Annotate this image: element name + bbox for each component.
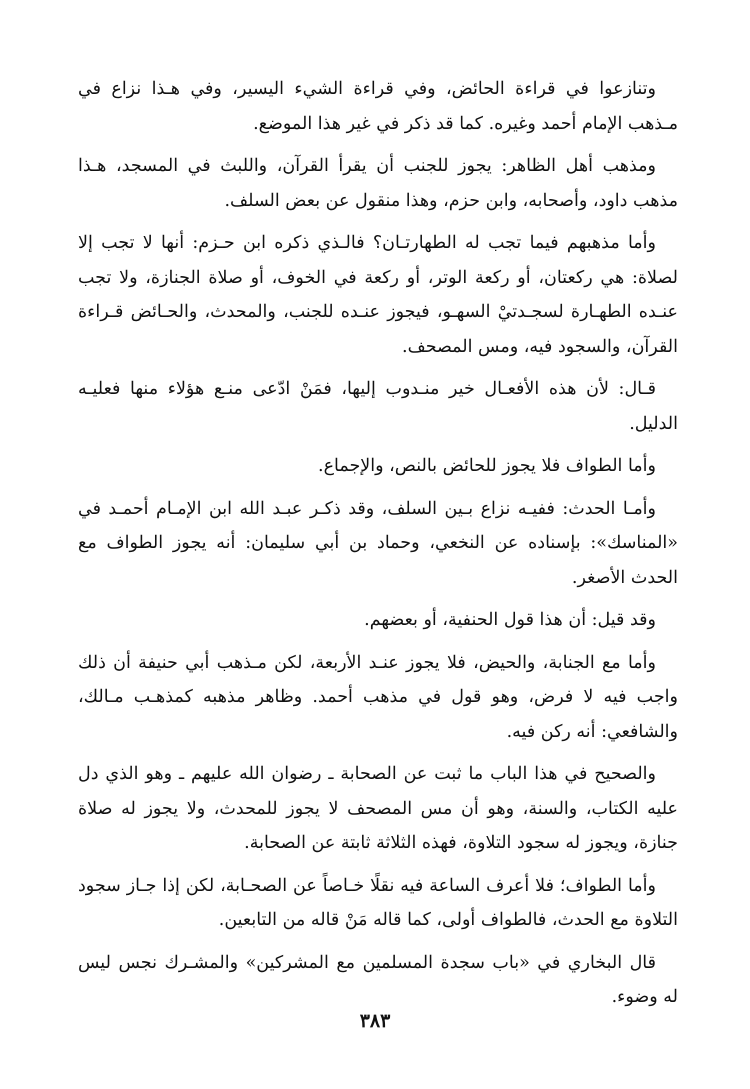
paragraph-1: وتنازعوا في قراءة الحائض، وفي قراءة الشيء اليسير، وفي هـذا نزاع في مـذهب الإمام أحمد وغيره. كما قد ذكر في غير هذا الموضع. (78, 79, 678, 134)
page-body (78, 72, 678, 1019)
paragraph-11: قال البخاري في «باب سجدة المسلمين مع المشركين» والمشـرك نجس ليس له وضوء. (78, 952, 678, 1007)
paragraph-5: وأما الطواف فلا يجوز للحائض بالنص، والإجماع. (318, 456, 656, 476)
paragraph-8: وأما مع الجنابة، والحيض، فلا يجوز عنـد الأربعة، لكن مـذهب أبي حنيفة أن ذلك واجب فيه لا فرض، وهو قول في مذهب أحمد. وظاهر مذهبه كمذهـب مـالك، والشافعي: أنه ركن فيه. (78, 652, 678, 742)
paragraph-6: وأمـا الحدث: ففيـه نزاع بـين السلف، وقد ذكـر عبـد الله ابن الإمـام أحمـد في «المناسك»: بإسناده عن النخعي، وحماد بن أبي سليمان: أنه يجوز الطواف مع الحدث الأصغر. (78, 498, 678, 588)
paragraph-4: قـال: لأن هذه الأفعـال خير منـدوب إليها، فمَنْ ادّعى منـع هؤلاء منها فعليـه الدليل. (78, 379, 678, 434)
paragraph-2: ومذهب أهل الظاهر: يجوز للجنب أن يقرأ القرآن، واللبث في المسجد، هـذا مذهب داود، وأصحابه، وابن حزم، وهذا منقول عن بعض السلف. (78, 156, 678, 211)
paragraph-9: والصحيح في هذا الباب ما ثبت عن الصحابة ـ رضوان الله عليهم ـ وهو الذي دل عليه الكتاب، والسنة، وهو أن مس المصحف لا يجوز للمحدث، ولا يجوز له صلاة جنازة، ويجوز له سجود التلاوة، فهذه الثلاثة ثابتة عن الصحابة. (78, 764, 678, 853)
paragraph-3: وأما مذهبهم فيما تجب له الطهارتـان؟ فالـذي ذكره ابن حـزم: أنها لا تجب إلا لصلاة: هي ركعتان، أو ركعة الوتر، أو ركعة في الخوف، أو صلاة الجنازة، ولا تجب عنـده الطهـارة لسجـدتيْ السهـو، فيجوز عنـده للجنب، والمحدث، والحـائض قـراءة القرآن، والسجود فيه، ومس المصحف. (78, 233, 678, 357)
paragraph-10: وأما الطواف؛ فلا أعرف الساعة فيه نقلًا خـاصاً عن الصحـابة، لكن إذا جـاز سجود التلاوة مع الحدث، فالطواف أولى، كما قاله مَنْ قاله من التابعين. (78, 875, 678, 930)
page-number: ٣٨٣ (359, 1010, 391, 1032)
paragraph-7: وقد قيل: أن هذا قول الحنفية، أو بعضهم. (364, 610, 656, 630)
